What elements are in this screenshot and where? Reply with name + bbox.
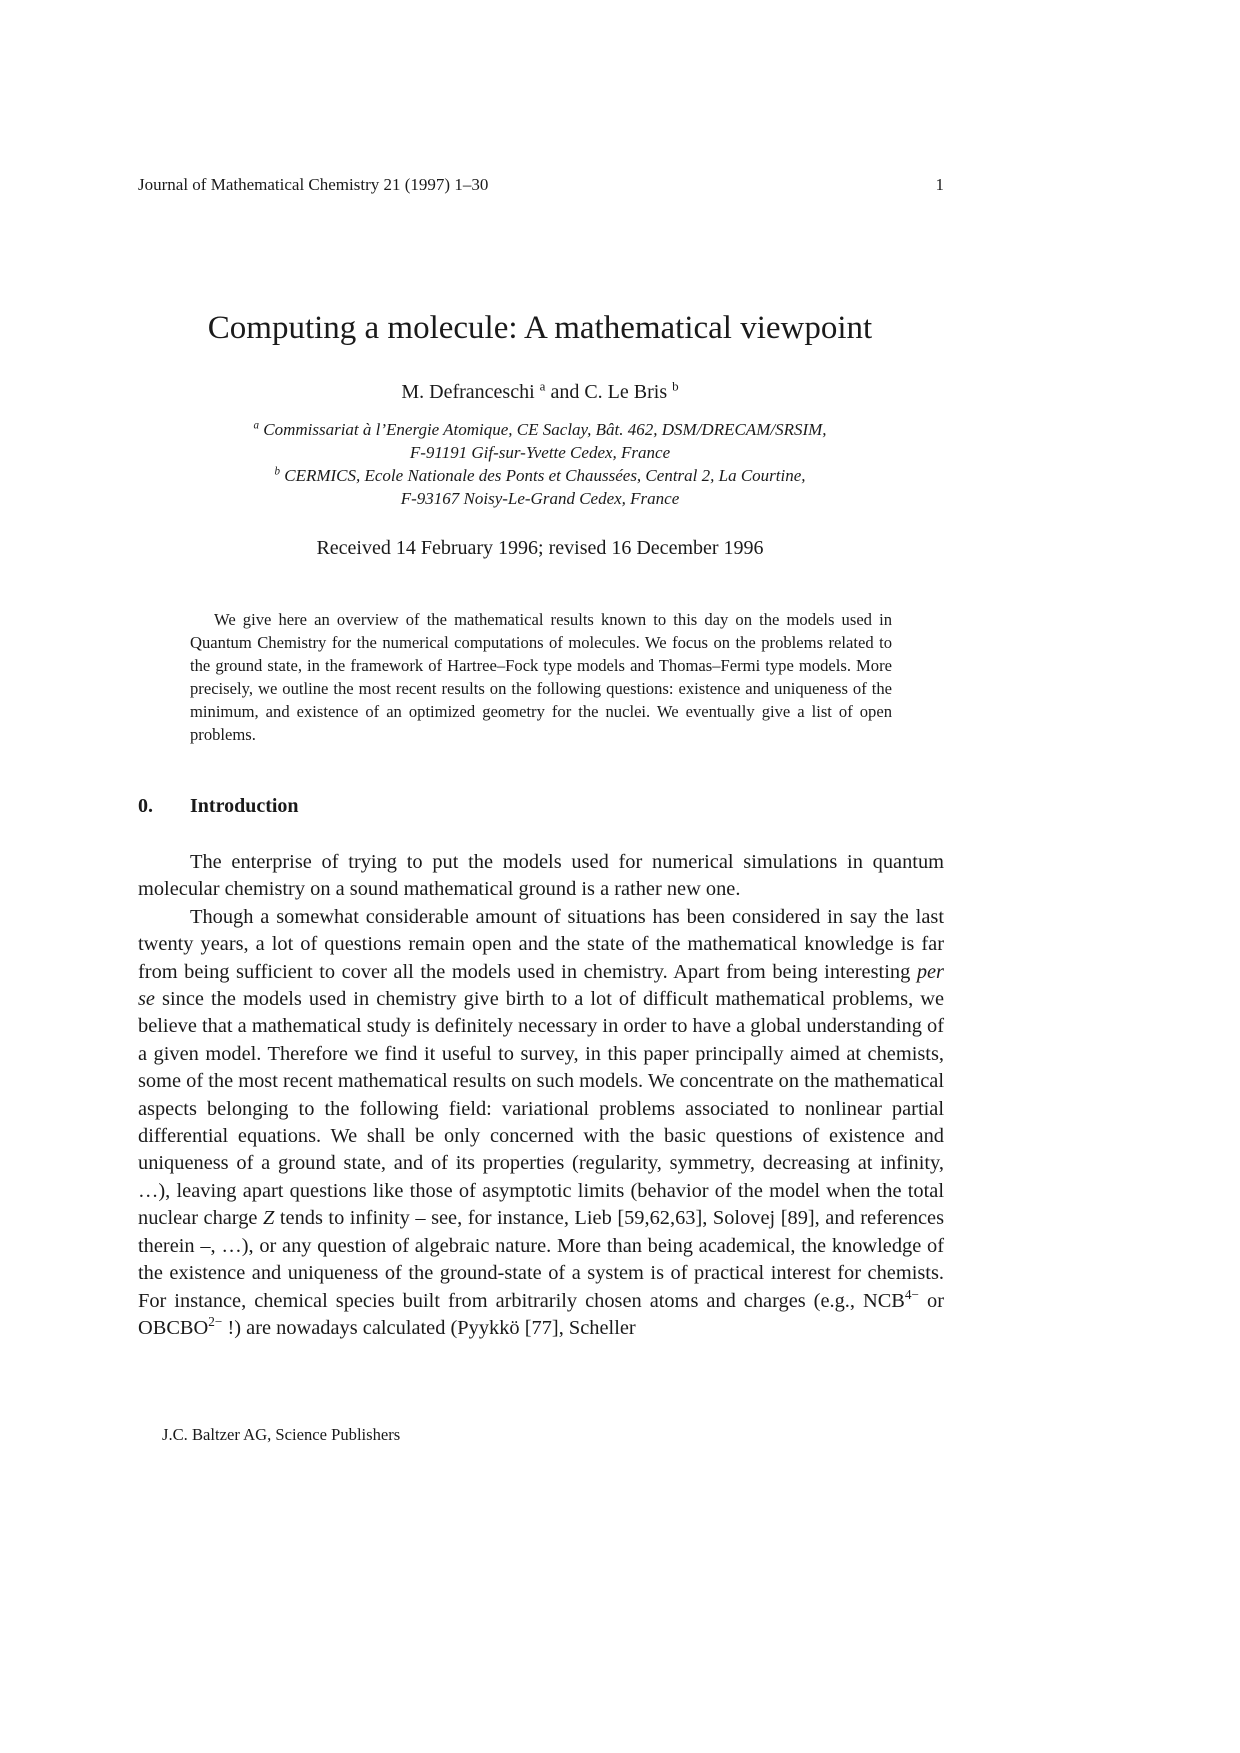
affiliations	[0, 418, 1080, 510]
affiliation-mark: a	[539, 378, 546, 394]
paragraph: The enterprise of trying to put the models used for numerical simulations in quantum molecular chemistry on a sound mathematical ground is a rather new one.	[138, 851, 944, 901]
affiliation-mark: a	[253, 419, 259, 432]
affiliation-line: $^a$ Commissariat à l’Energie Atomique, CE Saclay, Bât. 462, DSM/DRECAM/SRSIM,	[253, 419, 827, 439]
paragraph: Though a somewhat considerable amount of situations has been considered in say the last twenty years, a lot of questions remain open and the state of the mathematical knowledge is far from being sufficient to cover all the models used in chemistry. Apart from being interesting per se since the models used in chemistry give birth to a lot of difficult mathematical problems, we believe that a mathematical study is definitely necessary in order to have a global understanding of a given model. Therefore we find it useful to survey, in this paper principally aimed at chemists, some of the most recent mathematical results on such models. We concentrate on the mathematical aspects belonging to the following field: variational problems associated to nonlinear partial differential equations. We shall be only concerned with the basic questions of existence and uniqueness of a ground state, and of its properties (regularity, symmetry, decreasing at infinity, …), leaving apart questions like those of asymptotic limits (behavior of the model when the total nuclear charge Z tends to infinity – see, for instance, Lieb [59,62,63], Solovej [89], and references therein –, …), or any question of algebraic nature. More than being academical, the knowledge of the existence and uniqueness of the ground-state of a system is of practical interest for chemists. For instance, chemical species built from arbitrarily chosen atoms and charges (e.g., $NCB^{4-}$ or $OBCBO^{2-}$ !) are nowadays calculated (Pyykkö [77], Scheller	[138, 905, 944, 1339]
publisher-footer: J.C. Baltzer AG, Science Publishers	[162, 1425, 401, 1444]
section-number: 0.	[138, 795, 153, 817]
section-heading	[138, 795, 299, 818]
author-connector: and	[550, 381, 580, 403]
received-dates: Received 14 February 1996; revised 16 December 1996	[316, 537, 764, 559]
page-number: 1	[935, 175, 944, 194]
author-line	[0, 378, 1080, 404]
charge-superscript: 2−	[208, 1314, 223, 1330]
paper-title: Computing a molecule: A mathematical viewpoint	[207, 310, 873, 346]
journal-citation: Journal of Mathematical Chemistry 21 (1997) 1–30	[138, 175, 489, 194]
running-head	[138, 175, 944, 195]
affiliation-mark: b	[274, 465, 280, 478]
emphasis: per se	[138, 960, 944, 1011]
author-name: M. Defranceschi	[401, 381, 535, 403]
charge-superscript: 4−	[904, 1286, 920, 1302]
affiliation-line: $^b$ CERMICS, Ecole Nationale des Ponts et Chaussées, Central 2, La Courtine,	[274, 465, 806, 485]
section-title: Introduction	[190, 795, 299, 817]
abstract: We give here an overview of the mathematical results known to this day on the models used in Quantum Chemistry for the numerical computations of molecules. We focus on the problems related to the ground state, in the framework of Hartree–Fock type models and Thomas–Fermi type models. More precisely, we outline the most recent results on the following questions: existence and uniqueness of the minimum, and existence of an optimized geometry for the nuclei. We eventually give a list of open problems.	[190, 610, 892, 744]
affiliation-line: F-91191 Gif-sur-Yvette Cedex, France	[409, 443, 671, 462]
affiliation-line: F-93167 Noisy-Le-Grand Cedex, France	[400, 489, 680, 508]
body-text	[138, 849, 944, 1342]
affiliation-mark: b	[672, 378, 679, 394]
math-variable: Z	[263, 1207, 275, 1230]
author-name: C. Le Bris	[584, 381, 668, 403]
